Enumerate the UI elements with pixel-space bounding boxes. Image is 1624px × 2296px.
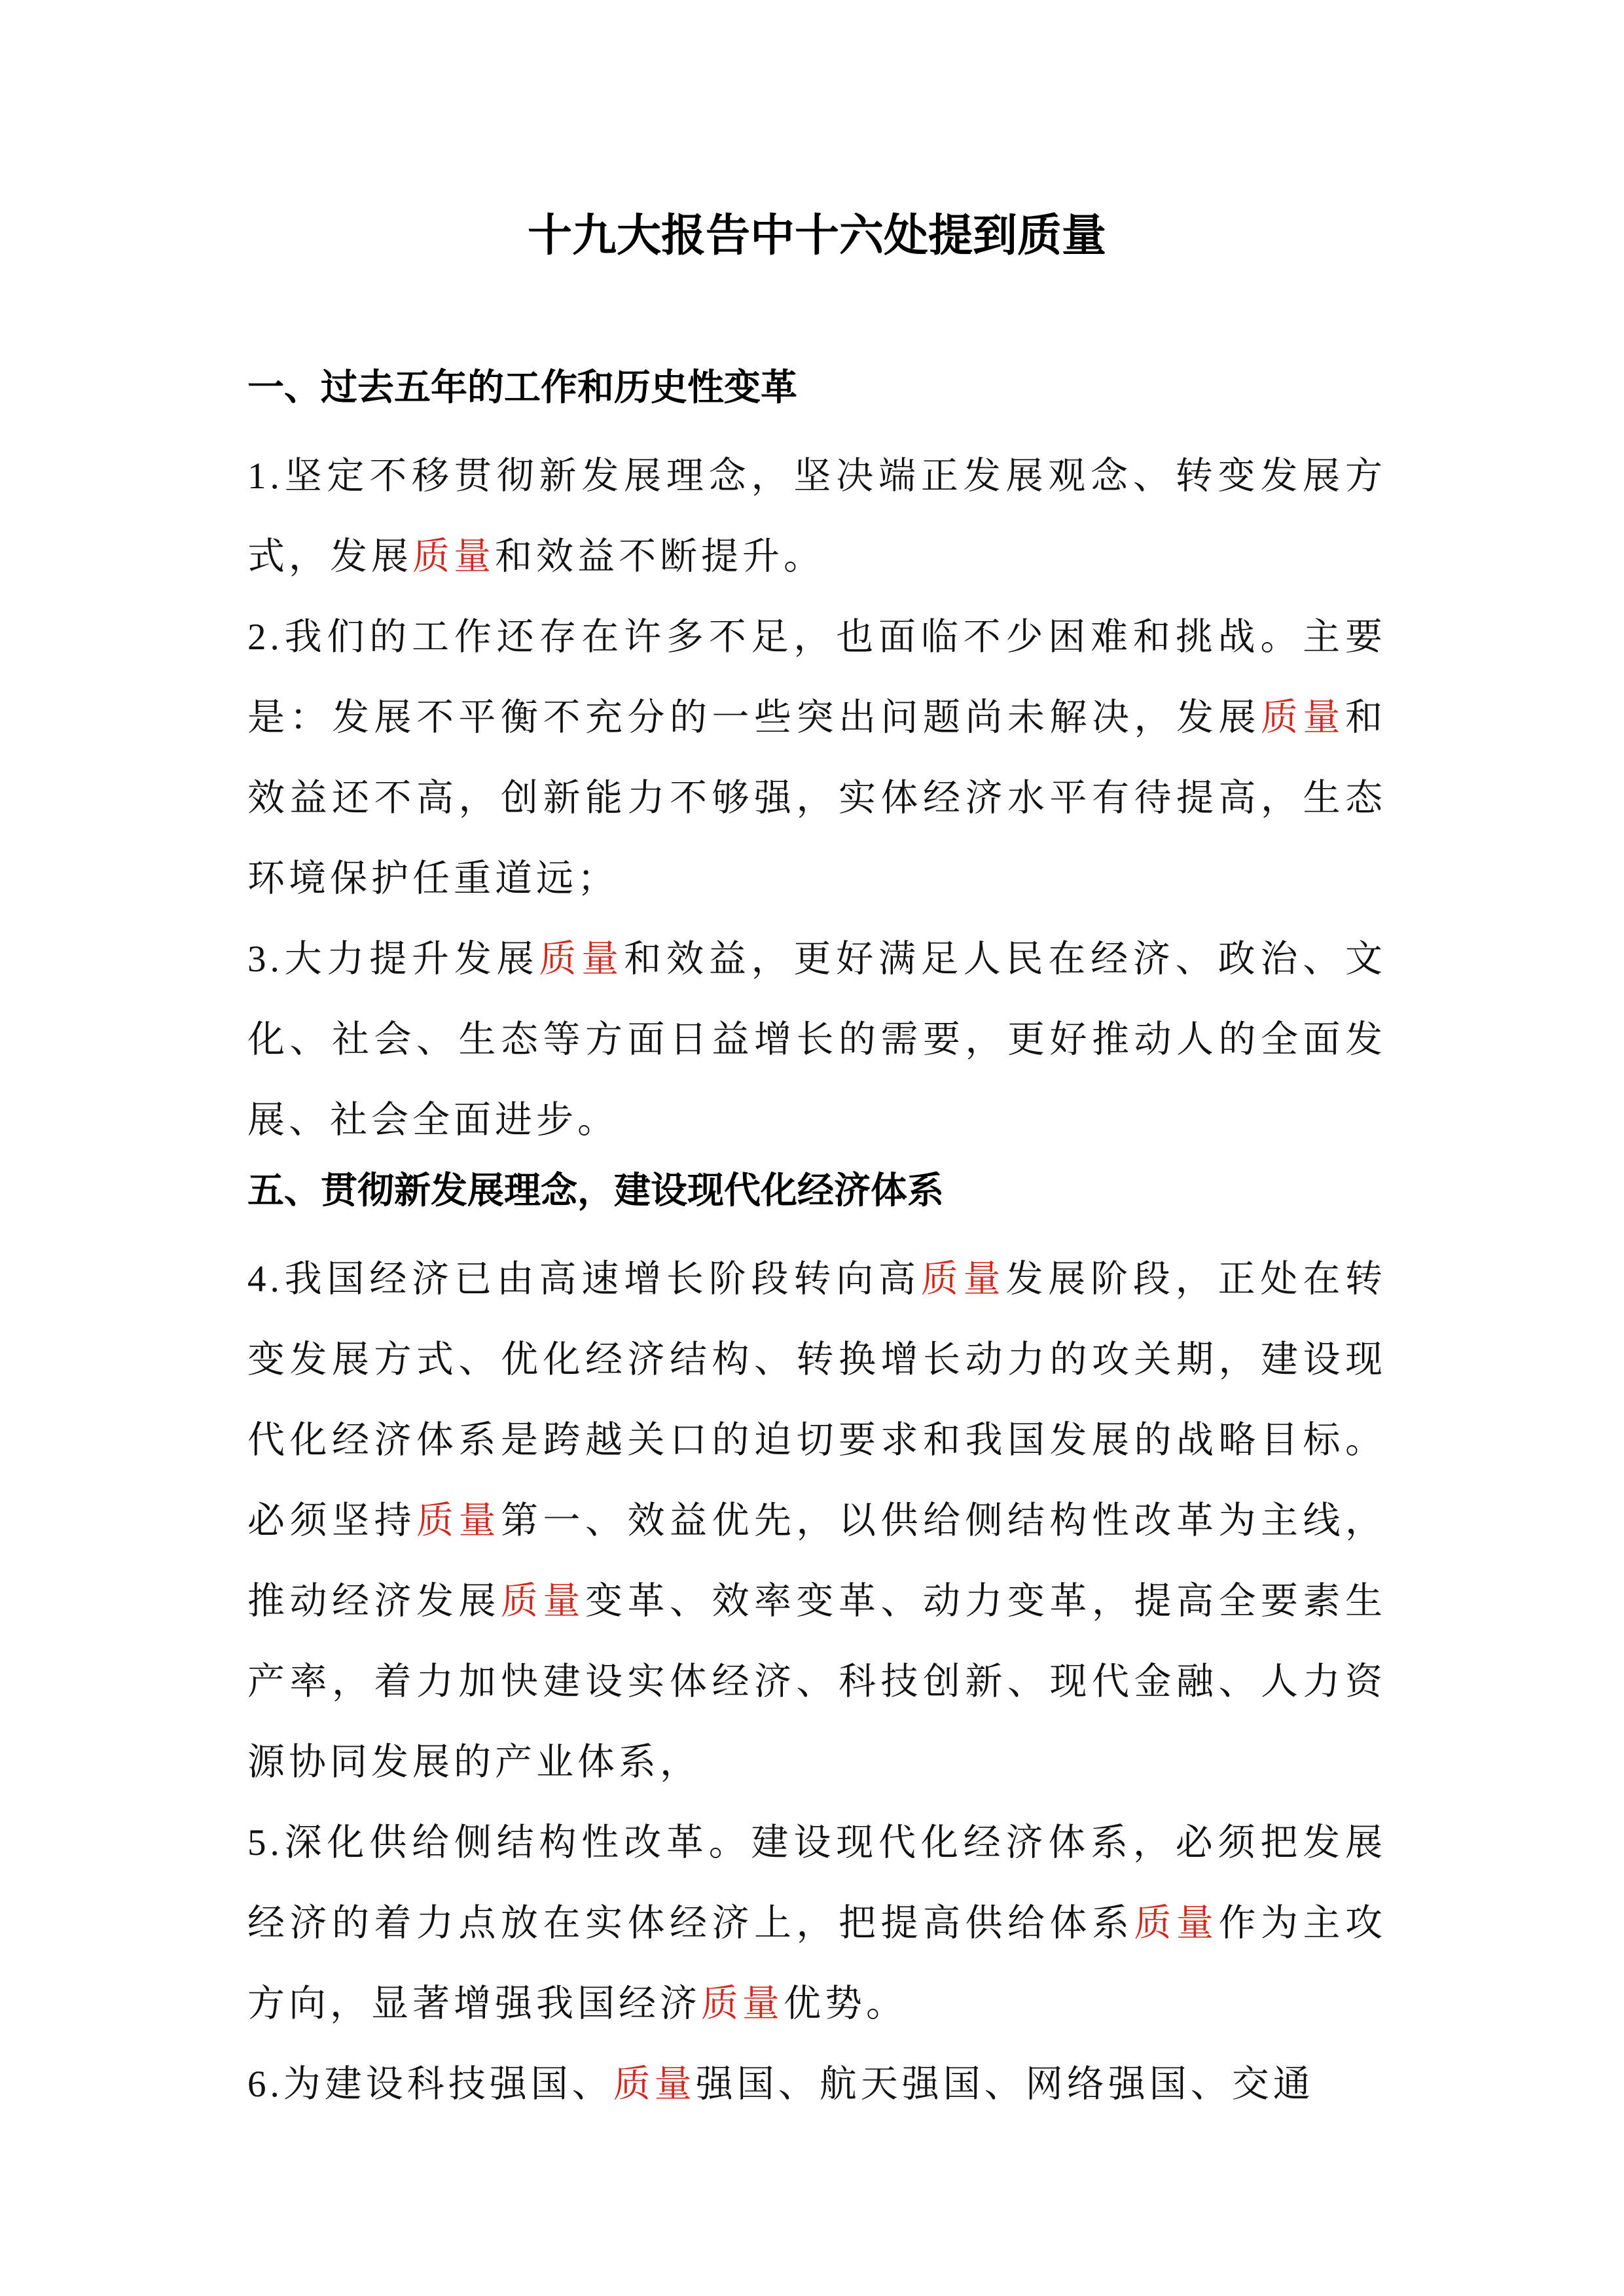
highlight-quality: 质量	[501, 1581, 585, 1622]
highlight-quality: 质量	[412, 536, 495, 577]
highlight-quality: 质量	[920, 1259, 1006, 1300]
highlight-quality: 质量	[416, 1500, 501, 1541]
paragraph-item-4: 4.我国经济已由高速增长阶段转向高质量发展阶段，正处在转变发展方式、优化经济结构、转换增长动力的攻关期，建设现代化经济体系是跨越关口的迫切要求和我国发展的战略目标。必须坚持质量第一、效益优先，以供给侧结构性改革为主线，推动经济发展质量变革、效率变革、动力变革，提高全要素生产率，着力加快建设实体经济、科技创新、现代金融、人力资源协同发展的产业体系，	[247, 1259, 1387, 1783]
paragraph-item-5: 5.深化供给侧结构性改革。建设现代化经济体系，必须把发展经济的着力点放在实体经济上，把提高供给体系质量作为主攻方向，显著增强我国经济质量优势。	[247, 1822, 1386, 2024]
section-heading: 五、贯彻新发展理念，建设现代化经济体系	[247, 1170, 944, 1211]
highlight-quality: 质量	[1134, 1903, 1219, 1944]
highlight-quality: 质量	[1261, 697, 1345, 738]
section-1	[247, 360, 1386, 1160]
highlight-quality: 质量	[701, 1983, 784, 2024]
highlight-quality: 质量	[539, 939, 624, 980]
paragraph-item-3: 3.大力提升发展质量和效益，更好满足人民在经济、政治、文化、社会、生态等方面日益增长的需要，更好推动人的全面发展、社会全面进步。	[247, 939, 1387, 1141]
paragraph-item-1: 1.坚定不移贯彻新发展理念，坚决端正发展观念、转变发展方式，发展质量和效益不断提升。	[247, 456, 1386, 577]
section-2	[247, 1163, 1386, 2125]
paragraph-item-2: 2.我们的工作还存在许多不足，也面临不少困难和挑战。主要是：发展不平衡不充分的一些突出问题尚未解决，发展质量和效益还不高，创新能力不够强，实体经济水平有待提高，生态环境保护任重道远；	[247, 617, 1386, 899]
paragraph-item-6: 6.为建设科技强国、质量强国、航天强国、网络强国、交通	[247, 2064, 1314, 2105]
document-page	[247, 209, 1386, 2125]
section-heading: 一、过去五年的工作和历史性变革	[247, 367, 797, 408]
highlight-quality: 质量	[613, 2064, 696, 2105]
document-title: 十九大报告中十六处提到质量	[527, 211, 1106, 260]
